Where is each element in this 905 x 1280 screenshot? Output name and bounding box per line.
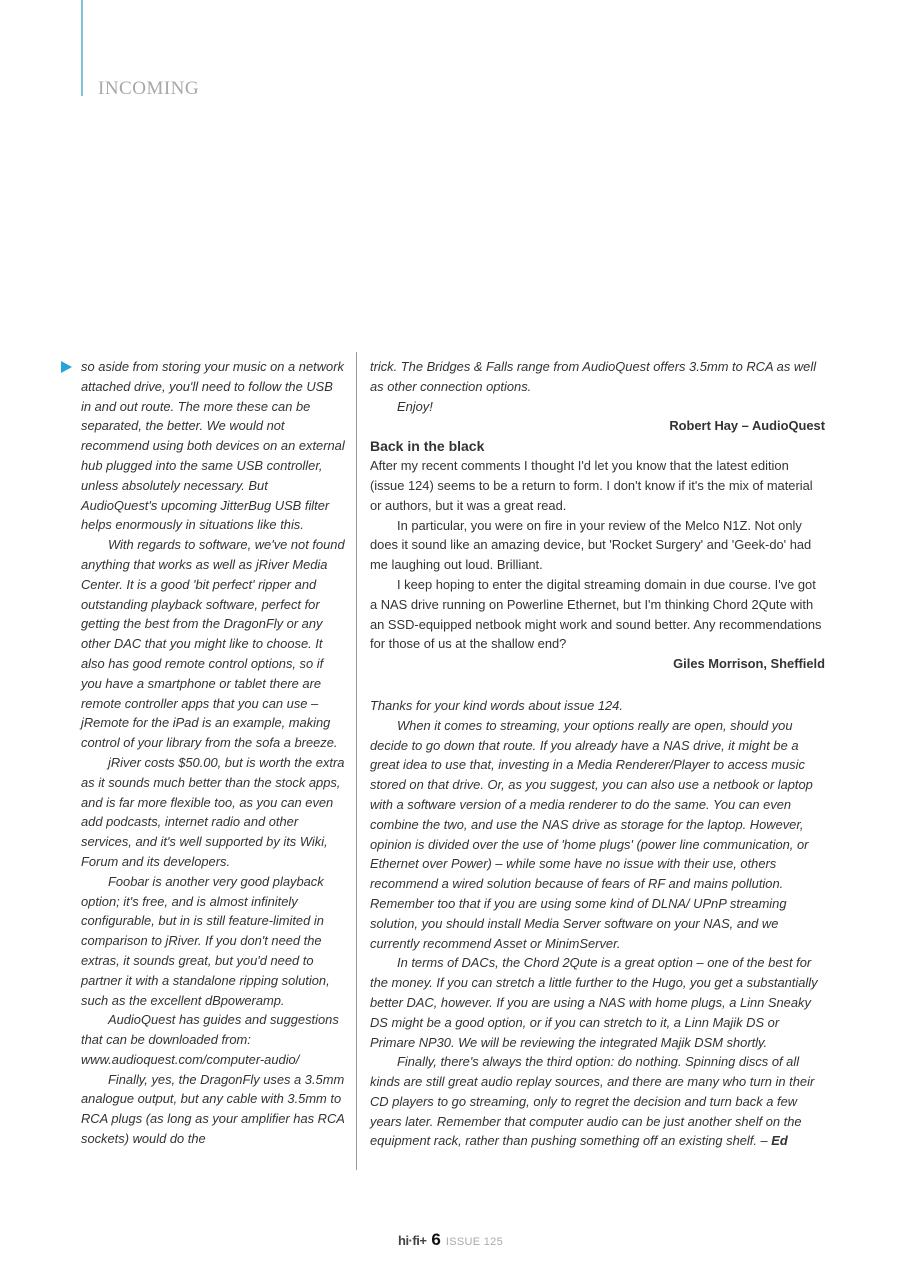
left-column <box>81 357 345 1149</box>
section-title: INCOMING <box>98 78 200 99</box>
paragraph-text: Finally, there's always the third option: do nothing. Spinning discs of all kinds are still great audio replay sources, and there are many who turn in their CD players to go streaming, only to regret the decision and turn back a few years later. Remember that computer audio can be just another shelf on the equipment rack, rather than pushing something off an existing shelf. – <box>370 1054 815 1149</box>
signature: Giles Morrison, Sheffield <box>673 656 825 672</box>
accent-bar <box>81 0 83 96</box>
paragraph: In terms of DACs, the Chord 2Qute is a great option – one of the best for the money. If you can stretch a little further to the Hugo, you get a substantially better DAC, however. If you are using a NAS with home plugs, a Linn Sneaky DS might be a good option, or if you can stretch to it, a Linn Majik DS or Primare NP30. We will be reviewing the integrated Majik DSM shortly. <box>370 955 818 1050</box>
paragraph: With regards to software, we've not found anything that works as well as jRiver Media Center. It is a good 'bit perfect' ripper and outstanding playback software, perfect for getting the best from the DragonFly or any other DAC that you might like to choose. It also has good remote control options, so if you have a smartphone or tablet there are remote controller apps that you can use – jRemote for the iPad is an example, making control of your library from the sofa a breeze. <box>81 537 345 751</box>
paragraph: Finally, yes, the DragonFly uses a 3.5mm analogue output, but any cable with 3.5mm to RCA plugs (as long as your amplifier has RCA sockets) would do the <box>81 1071 345 1147</box>
paragraph: Thanks for your kind words about issue 124. <box>370 697 623 713</box>
spacer <box>370 674 825 696</box>
issue-label: ISSUE 125 <box>445 1236 504 1248</box>
right-column <box>370 357 825 1151</box>
editor-signoff: Ed <box>771 1133 788 1149</box>
paragraph: so aside from storing your music on a network attached drive, you'll need to follow the USB in and out route. The more these can be separated, the better. We would not recommend using both devices on an external hub plugged into the same USB controller, unless absolutely necessary. But AudioQuest's upcoming JitterBug USB filter helps enormously in situations like this. <box>81 359 345 533</box>
letter-heading: Back in the black <box>370 438 485 455</box>
paragraph: Foobar is another very good playback option; it's free, and is almost infinitely configurable, but in is still feature-limited in comparison to jRiver. If you don't need the extras, it sounds great, but you'd need to partner it with a standalone ripping solution, such as the excellent dBpoweramp. <box>81 873 330 1008</box>
paragraph: I keep hoping to enter the digital streaming domain in due course. I've got a NAS drive running on Powerline Ethernet, but I'm thinking Chord 2Qute with an SSD-equipped netbook might work and sound better. Any recommendations for those of us at the shallow end? <box>370 576 822 652</box>
paragraph: Enjoy! <box>397 398 433 414</box>
paragraph: trick. The Bridges & Falls range from AudioQuest offers 3.5mm to RCA as well as other connection options. <box>370 359 817 394</box>
paragraph: AudioQuest has guides and suggestions that can be downloaded from: www.audioquest.com/computer-audio/ <box>81 1012 339 1067</box>
page-footer <box>398 1230 503 1250</box>
continuation-arrow-icon <box>61 361 72 373</box>
magazine-logo: hi·fi+ <box>398 1233 427 1248</box>
paragraph: After my recent comments I thought I'd let you know that the latest edition (issue 124) seems to be a return to form. I don't know if it's the mix of material or authors, but it was a great read. <box>370 458 813 513</box>
paragraph: In particular, you were on fire in your review of the Melco N1Z. Not only does it sound like an amazing device, but 'Rocket Surgery' and 'Geek-do' had me laughing out loud. Brilliant. <box>370 517 812 573</box>
signature: Robert Hay – AudioQuest <box>669 418 825 434</box>
paragraph: jRiver costs $50.00, but is worth the extra as it sounds much better than the stock apps, and is far more flexible too, as you can even add podcasts, internet radio and other services, and it's well supported by its Wiki, Forum and its developers. <box>81 754 345 869</box>
page-number: 6 <box>431 1230 441 1249</box>
paragraph <box>370 1052 825 1151</box>
paragraph: When it comes to streaming, your options really are open, should you decide to go down that route. If you already have a NAS drive, it might be a great idea to use that, investing in a Media Renderer/Player to access music stored on that drive. Or, as you suggest, you can also use a netbook or laptop with a software version of a media renderer to do the same. You can even combine the two, and use the NAS drive as storage for the laptop. However, opinion is divided over the use of 'home plugs' (power line communication, or Ethernet over Power) – while some have no issue with their use, others recommend a wired solution because of fears of RF and mains pollution. Remember too that if you are using some kind of DLNA/ UPnP streaming solution, you should install Media Server software on your NAS, and we currently recommend Asset or MinimServer. <box>370 717 813 951</box>
column-divider <box>356 352 357 1170</box>
